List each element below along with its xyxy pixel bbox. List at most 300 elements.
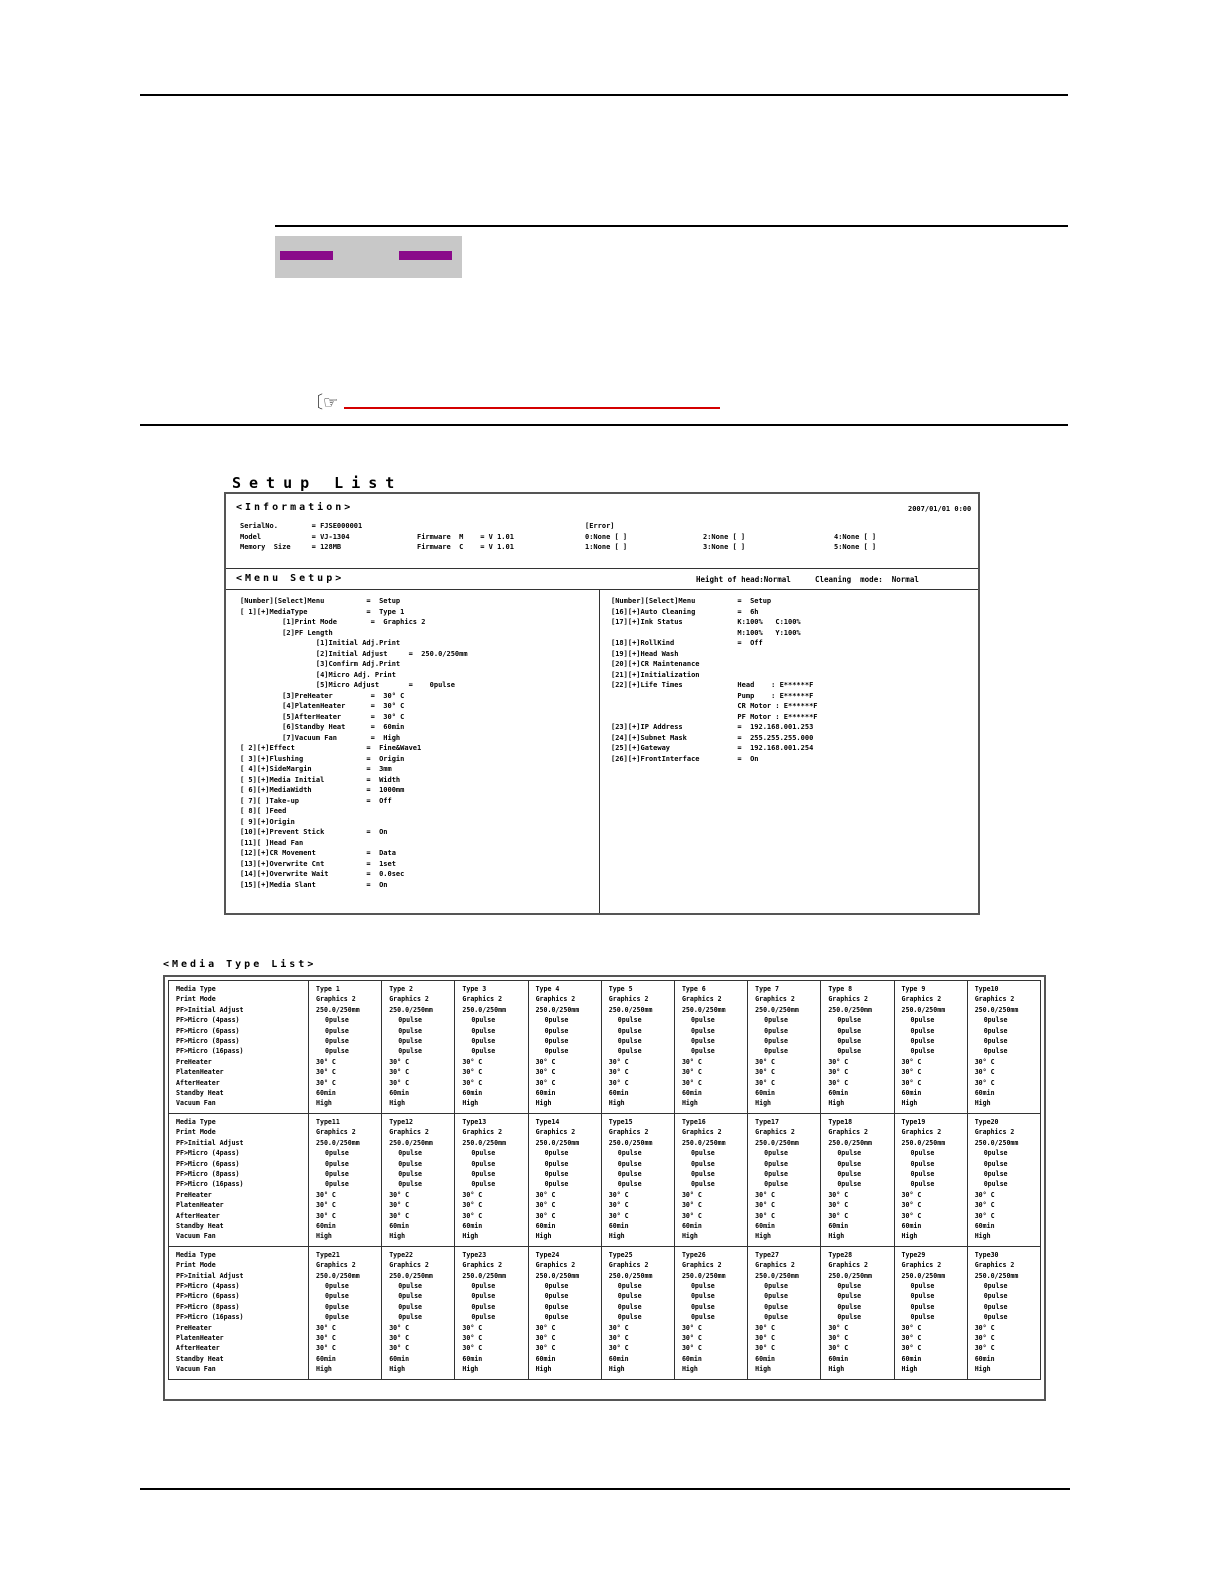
media-setting-value: 0pulse xyxy=(398,1302,423,1311)
media-setting-value: 0pulse xyxy=(617,1169,642,1178)
media-setting-value: Graphics 2 xyxy=(901,995,942,1004)
media-type-cell xyxy=(528,1246,601,1379)
media-field-label: PF>Micro (16pass) xyxy=(176,1313,244,1322)
media-type-name: Type 9 xyxy=(901,985,926,993)
media-setting-value: 0pulse xyxy=(910,1037,935,1046)
media-type-cell xyxy=(528,1113,601,1246)
media-setting-value: 30° C xyxy=(828,1323,849,1332)
media-setting-value: 60min xyxy=(462,1354,483,1363)
reference-icon: 〔☞ xyxy=(306,393,339,413)
media-type-name: Type 6 xyxy=(681,985,706,993)
media-setting-value: Graphics 2 xyxy=(755,1261,795,1270)
media-setting-value: High xyxy=(608,1365,625,1374)
media-setting-value: 60min xyxy=(974,1089,995,1098)
media-field-label: Standby Heat xyxy=(176,1221,224,1230)
media-setting-value: 250.0/250mm xyxy=(828,1138,872,1147)
media-setting-value: High xyxy=(828,1232,845,1241)
media-setting-value: 250.0/250mm xyxy=(901,1005,946,1014)
media-setting-value: 0pulse xyxy=(325,1302,349,1311)
media-type-cell xyxy=(455,981,528,1114)
media-type-cell xyxy=(601,981,674,1114)
media-setting-value: 0pulse xyxy=(471,1313,496,1322)
media-setting-value: High xyxy=(535,1232,552,1241)
media-setting-value: 0pulse xyxy=(690,1180,715,1189)
media-setting-value: 30° C xyxy=(755,1057,775,1066)
media-setting-value: 30° C xyxy=(535,1323,556,1332)
media-setting-value: High xyxy=(535,1099,552,1108)
menu-divider xyxy=(226,589,978,590)
media-setting-value: 60min xyxy=(316,1354,336,1363)
media-field-label: PlatenHeater xyxy=(176,1201,224,1210)
media-setting-value: High xyxy=(681,1232,698,1241)
media-setting-value: 0pulse xyxy=(398,1149,423,1158)
media-field-label: PlatenHeater xyxy=(176,1334,224,1342)
media-type-cell xyxy=(309,981,382,1114)
media-setting-value: 30° C xyxy=(608,1334,629,1342)
media-setting-value: 0pulse xyxy=(690,1149,715,1158)
head-height-label: Height of head:Normal xyxy=(696,575,791,584)
info-errors-b: 2:None [ ] 3:None [ ] xyxy=(703,532,746,551)
media-setting-value: 30° C xyxy=(462,1078,483,1087)
media-setting-value: 0pulse xyxy=(837,1047,862,1056)
media-setting-value: 0pulse xyxy=(690,1313,715,1322)
media-type-cell xyxy=(967,1113,1040,1246)
media-type-name: Type 4 xyxy=(535,985,560,993)
media-setting-value: High xyxy=(389,1232,406,1241)
media-setting-value: 0pulse xyxy=(910,1313,935,1322)
media-setting-value: 30° C xyxy=(901,1068,922,1077)
media-type-name: Type27 xyxy=(755,1250,779,1259)
media-setting-value: 60min xyxy=(535,1354,556,1363)
media-setting-value: 30° C xyxy=(535,1344,556,1353)
media-setting-value: Graphics 2 xyxy=(681,1261,722,1270)
media-setting-value: Graphics 2 xyxy=(828,1128,869,1137)
media-setting-value: 0pulse xyxy=(764,1169,788,1178)
media-setting-value: 0pulse xyxy=(617,1313,642,1322)
media-setting-value: 30° C xyxy=(974,1334,995,1342)
media-field-label: Media Type xyxy=(176,985,216,993)
media-setting-value: High xyxy=(608,1232,625,1241)
media-setting-value: 0pulse xyxy=(690,1281,715,1290)
media-setting-value: 0pulse xyxy=(325,1281,349,1290)
media-setting-value: 60min xyxy=(901,1221,922,1230)
media-type-cell xyxy=(967,981,1040,1114)
media-setting-value: 0pulse xyxy=(764,1047,788,1056)
media-setting-value: 30° C xyxy=(828,1190,849,1199)
media-setting-value: Graphics 2 xyxy=(535,1261,576,1270)
media-field-label: PF>Micro (4pass) xyxy=(176,1016,240,1025)
media-setting-value: 0pulse xyxy=(837,1180,862,1189)
media-setting-value: 0pulse xyxy=(617,1047,642,1056)
redaction-bar-right xyxy=(399,251,452,260)
media-type-name: Type30 xyxy=(974,1250,999,1259)
media-setting-value: Graphics 2 xyxy=(462,1261,503,1270)
media-setting-value: 0pulse xyxy=(325,1159,349,1168)
media-setting-value: 250.0/250mm xyxy=(535,1138,580,1147)
media-setting-value: 30° C xyxy=(681,1057,702,1066)
media-type-list-title: <Media Type List> xyxy=(163,959,317,970)
media-setting-value: 0pulse xyxy=(983,1159,1008,1168)
media-setting-value: High xyxy=(828,1099,845,1108)
media-setting-value: 30° C xyxy=(608,1078,629,1087)
media-setting-value: 0pulse xyxy=(837,1281,862,1290)
media-setting-value: 0pulse xyxy=(690,1047,715,1056)
media-setting-value: 30° C xyxy=(462,1211,483,1220)
media-setting-value: 30° C xyxy=(608,1344,629,1353)
setup-list-frame xyxy=(224,492,980,915)
media-setting-value: High xyxy=(901,1099,918,1108)
cleaning-mode-label: Cleaning mode: Normal xyxy=(815,575,919,584)
media-setting-value: Graphics 2 xyxy=(389,995,429,1004)
media-type-name: Type23 xyxy=(462,1250,487,1259)
media-setting-value: 30° C xyxy=(608,1201,629,1210)
media-setting-value: 0pulse xyxy=(617,1292,642,1301)
media-type-cell xyxy=(382,981,455,1114)
media-setting-value: 0pulse xyxy=(910,1159,935,1168)
media-type-name: Type29 xyxy=(901,1250,926,1259)
media-setting-value: Graphics 2 xyxy=(316,995,356,1004)
media-setting-value: 30° C xyxy=(316,1344,336,1353)
media-setting-value: High xyxy=(755,1232,772,1241)
media-type-cell xyxy=(967,1246,1040,1379)
menu-column-divider xyxy=(599,589,600,913)
reference-link-underline[interactable] xyxy=(344,407,720,409)
media-field-label: Vacuum Fan xyxy=(176,1365,216,1374)
media-setting-value: 60min xyxy=(901,1354,922,1363)
media-setting-value: 60min xyxy=(755,1221,775,1230)
media-field-label: PreHeater xyxy=(176,1057,212,1066)
media-type-name: Type24 xyxy=(535,1250,560,1259)
media-setting-value: 30° C xyxy=(901,1344,922,1353)
media-setting-value: 0pulse xyxy=(617,1302,642,1311)
media-setting-value: 250.0/250mm xyxy=(535,1271,580,1280)
media-setting-value: 30° C xyxy=(755,1211,775,1220)
media-setting-value: 0pulse xyxy=(544,1180,569,1189)
media-setting-value: 0pulse xyxy=(837,1169,862,1178)
media-setting-value: 30° C xyxy=(828,1068,849,1077)
media-setting-value: 30° C xyxy=(608,1190,629,1199)
media-setting-value: 60min xyxy=(535,1221,556,1230)
media-field-label: PF>Micro (6pass) xyxy=(176,1292,240,1301)
redacted-label xyxy=(275,236,462,278)
media-setting-value: 250.0/250mm xyxy=(974,1138,1019,1147)
media-setting-value: High xyxy=(755,1365,772,1374)
media-field-label: PF>Initial Adjust xyxy=(176,1138,244,1147)
media-setting-value: 0pulse xyxy=(983,1180,1008,1189)
media-setting-value: 0pulse xyxy=(837,1026,862,1035)
media-type-name: Type11 xyxy=(316,1117,340,1126)
media-setting-value: 0pulse xyxy=(764,1281,788,1290)
media-setting-value: 0pulse xyxy=(764,1313,788,1322)
media-setting-value: 60min xyxy=(755,1354,775,1363)
media-setting-value: 0pulse xyxy=(398,1169,423,1178)
footer-rule xyxy=(140,1488,1070,1490)
media-setting-value: High xyxy=(462,1365,479,1374)
media-setting-value: High xyxy=(316,1232,332,1241)
media-setting-value: High xyxy=(389,1099,406,1108)
media-field-label: Vacuum Fan xyxy=(176,1099,216,1108)
media-setting-value: High xyxy=(535,1365,552,1374)
media-setting-value: Graphics 2 xyxy=(681,995,722,1004)
media-field-label: PF>Micro (4pass) xyxy=(176,1281,240,1290)
media-type-cell xyxy=(748,1246,821,1379)
media-setting-value: 30° C xyxy=(462,1334,483,1342)
media-setting-value: 30° C xyxy=(535,1211,556,1220)
media-setting-value: Graphics 2 xyxy=(828,1261,869,1270)
media-setting-value: 30° C xyxy=(681,1334,702,1342)
media-setting-value: 250.0/250mm xyxy=(462,1271,507,1280)
media-setting-value: 60min xyxy=(316,1089,336,1098)
media-setting-value: Graphics 2 xyxy=(974,1128,1015,1137)
info-errors-a: [Error] 0:None [ ] 1:None [ ] xyxy=(585,522,628,551)
media-setting-value: 30° C xyxy=(389,1344,410,1353)
media-setting-value: 30° C xyxy=(974,1057,995,1066)
media-setting-value: 0pulse xyxy=(544,1159,569,1168)
media-type-name: Type 1 xyxy=(316,985,340,993)
media-setting-value: 0pulse xyxy=(983,1169,1008,1178)
media-type-cell xyxy=(455,1113,528,1246)
media-setting-value: 250.0/250mm xyxy=(462,1138,507,1147)
media-setting-value: 30° C xyxy=(389,1201,410,1210)
media-setting-value: 0pulse xyxy=(837,1149,862,1158)
media-setting-value: 0pulse xyxy=(544,1281,569,1290)
media-setting-value: 30° C xyxy=(755,1201,775,1210)
media-setting-value: 250.0/250mm xyxy=(828,1271,872,1280)
media-setting-value: 0pulse xyxy=(764,1026,788,1035)
media-type-cell xyxy=(894,1113,967,1246)
media-type-cell xyxy=(821,1246,894,1379)
media-setting-value: 30° C xyxy=(389,1068,410,1077)
media-setting-value: 0pulse xyxy=(325,1292,349,1301)
media-setting-value: 30° C xyxy=(608,1057,629,1066)
media-type-cell xyxy=(528,981,601,1114)
media-type-name: Type18 xyxy=(828,1117,853,1126)
media-setting-value: 60min xyxy=(535,1089,556,1098)
media-field-label: Media Type xyxy=(176,1250,216,1259)
media-type-cell xyxy=(382,1246,455,1379)
media-setting-value: 0pulse xyxy=(544,1016,569,1025)
media-setting-value: 0pulse xyxy=(690,1016,715,1025)
media-field-label: Media Type xyxy=(176,1117,216,1126)
media-setting-value: High xyxy=(389,1365,406,1374)
media-field-label: Standby Heat xyxy=(176,1089,224,1098)
media-setting-value: 0pulse xyxy=(837,1292,862,1301)
media-setting-value: 250.0/250mm xyxy=(389,1138,433,1147)
media-setting-value: 0pulse xyxy=(910,1047,935,1056)
media-setting-value: 30° C xyxy=(755,1078,775,1087)
media-setting-value: 0pulse xyxy=(910,1302,935,1311)
media-setting-value: 30° C xyxy=(535,1068,556,1077)
media-field-label: Print Mode xyxy=(176,1128,216,1137)
media-setting-value: 0pulse xyxy=(983,1313,1008,1322)
media-setting-value: 30° C xyxy=(755,1323,775,1332)
print-date: 2007/01/01 0:00 xyxy=(908,505,972,513)
media-setting-value: 30° C xyxy=(755,1190,775,1199)
media-field-label: PF>Initial Adjust xyxy=(176,1271,244,1280)
media-field-label: PF>Micro (8pass) xyxy=(176,1169,240,1178)
media-setting-value: 250.0/250mm xyxy=(389,1271,433,1280)
media-setting-value: 0pulse xyxy=(690,1037,715,1046)
media-setting-value: 30° C xyxy=(974,1344,995,1353)
media-setting-value: 30° C xyxy=(901,1334,922,1342)
media-setting-value: 0pulse xyxy=(398,1281,423,1290)
media-setting-value: 30° C xyxy=(974,1201,995,1210)
media-setting-value: 30° C xyxy=(462,1068,483,1077)
media-setting-value: 0pulse xyxy=(617,1026,642,1035)
media-setting-value: 30° C xyxy=(535,1078,556,1087)
media-field-label: Print Mode xyxy=(176,995,216,1004)
media-type-cell xyxy=(894,1246,967,1379)
media-setting-value: 0pulse xyxy=(544,1149,569,1158)
media-type-cell xyxy=(382,1113,455,1246)
media-type-name: Type22 xyxy=(389,1250,414,1259)
media-setting-value: 250.0/250mm xyxy=(901,1138,946,1147)
media-setting-value: 0pulse xyxy=(471,1026,496,1035)
media-setting-value: 0pulse xyxy=(325,1149,349,1158)
media-setting-value: 30° C xyxy=(389,1211,410,1220)
information-heading: <Information> xyxy=(236,502,354,513)
media-setting-value: 30° C xyxy=(681,1078,702,1087)
media-setting-value: 0pulse xyxy=(690,1302,715,1311)
media-field-label: AfterHeater xyxy=(176,1078,220,1087)
media-type-cell xyxy=(309,1113,382,1246)
media-setting-value: 60min xyxy=(462,1221,483,1230)
media-field-label: PF>Micro (16pass) xyxy=(176,1047,244,1056)
media-setting-value: 30° C xyxy=(608,1323,629,1332)
media-setting-value: 0pulse xyxy=(471,1292,496,1301)
menu-setup-heading: <Menu Setup> xyxy=(236,573,345,584)
media-setting-value: 60min xyxy=(389,1221,410,1230)
media-setting-value: 30° C xyxy=(389,1190,410,1199)
media-setting-value: 30° C xyxy=(681,1201,702,1210)
media-setting-value: 30° C xyxy=(535,1057,556,1066)
media-setting-value: 250.0/250mm xyxy=(681,1005,726,1014)
info-device: SerialNo. = FJSE000001 Model = VJ-1304 Memory Size = 128MB xyxy=(240,522,363,551)
media-setting-value: 0pulse xyxy=(471,1037,496,1046)
media-setting-value: 0pulse xyxy=(617,1149,642,1158)
media-setting-value: 0pulse xyxy=(544,1302,569,1311)
media-setting-value: 30° C xyxy=(974,1068,995,1077)
media-type-cell xyxy=(455,1246,528,1379)
media-type-name: Type28 xyxy=(828,1250,853,1259)
media-setting-value: 250.0/250mm xyxy=(608,1271,653,1280)
media-setting-value: 0pulse xyxy=(617,1281,642,1290)
top-rule xyxy=(140,94,1068,96)
media-setting-value: 0pulse xyxy=(690,1159,715,1168)
media-setting-value: 60min xyxy=(901,1089,922,1098)
media-setting-value: 30° C xyxy=(608,1068,629,1077)
media-setting-value: 60min xyxy=(681,1089,702,1098)
media-setting-value: 30° C xyxy=(389,1057,410,1066)
media-setting-value: 60min xyxy=(828,1221,849,1230)
media-setting-value: 0pulse xyxy=(544,1313,569,1322)
media-type-cell xyxy=(674,1246,747,1379)
media-setting-value: Graphics 2 xyxy=(535,1128,576,1137)
media-setting-value: 0pulse xyxy=(764,1016,788,1025)
media-setting-value: 0pulse xyxy=(910,1149,935,1158)
media-setting-value: 30° C xyxy=(828,1057,849,1066)
media-setting-value: 30° C xyxy=(535,1201,556,1210)
media-setting-value: 30° C xyxy=(462,1323,483,1332)
media-setting-value: 30° C xyxy=(316,1190,336,1199)
media-setting-value: 30° C xyxy=(828,1211,849,1220)
media-setting-value: 60min xyxy=(974,1221,995,1230)
media-type-cell xyxy=(748,1113,821,1246)
media-setting-value: 0pulse xyxy=(764,1159,788,1168)
media-setting-value: 0pulse xyxy=(544,1047,569,1056)
media-setting-value: 0pulse xyxy=(325,1026,349,1035)
media-setting-value: Graphics 2 xyxy=(462,995,503,1004)
media-setting-value: 60min xyxy=(316,1221,336,1230)
media-setting-value: 0pulse xyxy=(764,1037,788,1046)
media-type-name: Type 8 xyxy=(828,985,853,993)
media-setting-value: 250.0/250mm xyxy=(608,1138,653,1147)
media-type-cell xyxy=(821,1113,894,1246)
media-setting-value: 250.0/250mm xyxy=(316,1271,360,1280)
media-setting-value: 60min xyxy=(462,1089,483,1098)
media-setting-value: 0pulse xyxy=(544,1292,569,1301)
media-setting-value: 0pulse xyxy=(837,1302,862,1311)
media-type-name: Type 2 xyxy=(389,985,414,993)
media-field-label: PreHeater xyxy=(176,1323,212,1332)
media-setting-value: 250.0/250mm xyxy=(828,1005,872,1014)
media-setting-value: 0pulse xyxy=(325,1180,349,1189)
media-type-cell xyxy=(674,1113,747,1246)
info-firmware: Firmware M = V 1.01 Firmware C = V 1.01 xyxy=(417,532,514,551)
media-setting-value: 0pulse xyxy=(325,1313,349,1322)
media-setting-value: 30° C xyxy=(681,1323,702,1332)
media-setting-value: Graphics 2 xyxy=(389,1261,429,1270)
media-setting-value: Graphics 2 xyxy=(316,1128,356,1137)
media-setting-value: 30° C xyxy=(316,1334,336,1342)
media-type-name: Type16 xyxy=(681,1117,706,1126)
setup-list-title: Setup List xyxy=(232,474,403,492)
media-setting-value: 30° C xyxy=(974,1323,995,1332)
media-field-label: PF>Micro (6pass) xyxy=(176,1159,240,1168)
media-setting-value: 0pulse xyxy=(837,1313,862,1322)
media-setting-value: 30° C xyxy=(389,1323,410,1332)
media-setting-value: 0pulse xyxy=(544,1026,569,1035)
media-setting-value: 0pulse xyxy=(398,1180,423,1189)
media-table-row xyxy=(169,1246,1041,1379)
media-setting-value: 60min xyxy=(389,1089,410,1098)
media-field-label: Standby Heat xyxy=(176,1354,224,1363)
media-setting-value: Graphics 2 xyxy=(755,995,795,1004)
media-setting-value: 250.0/250mm xyxy=(462,1005,507,1014)
media-setting-value: 0pulse xyxy=(325,1016,349,1025)
media-setting-value: 30° C xyxy=(535,1334,556,1342)
media-setting-value: 0pulse xyxy=(398,1292,423,1301)
media-type-cell xyxy=(309,1246,382,1379)
media-field-label: AfterHeater xyxy=(176,1211,220,1220)
media-setting-value: 0pulse xyxy=(983,1149,1008,1158)
media-type-name: Type19 xyxy=(901,1117,926,1126)
media-setting-value: 250.0/250mm xyxy=(535,1005,580,1014)
media-setting-value: High xyxy=(974,1232,991,1241)
media-setting-value: 30° C xyxy=(535,1190,556,1199)
media-field-label: PF>Micro (16pass) xyxy=(176,1180,244,1189)
media-setting-value: 0pulse xyxy=(837,1037,862,1046)
media-type-name: Type12 xyxy=(389,1117,414,1126)
media-type-cell xyxy=(748,981,821,1114)
media-setting-value: High xyxy=(681,1099,698,1108)
media-type-name: Type 3 xyxy=(462,985,487,993)
media-setting-value: 30° C xyxy=(389,1078,410,1087)
media-setting-value: 30° C xyxy=(901,1078,922,1087)
media-type-name: Type 7 xyxy=(755,985,779,993)
media-type-name: Type 5 xyxy=(608,985,633,993)
media-setting-value: 0pulse xyxy=(690,1292,715,1301)
